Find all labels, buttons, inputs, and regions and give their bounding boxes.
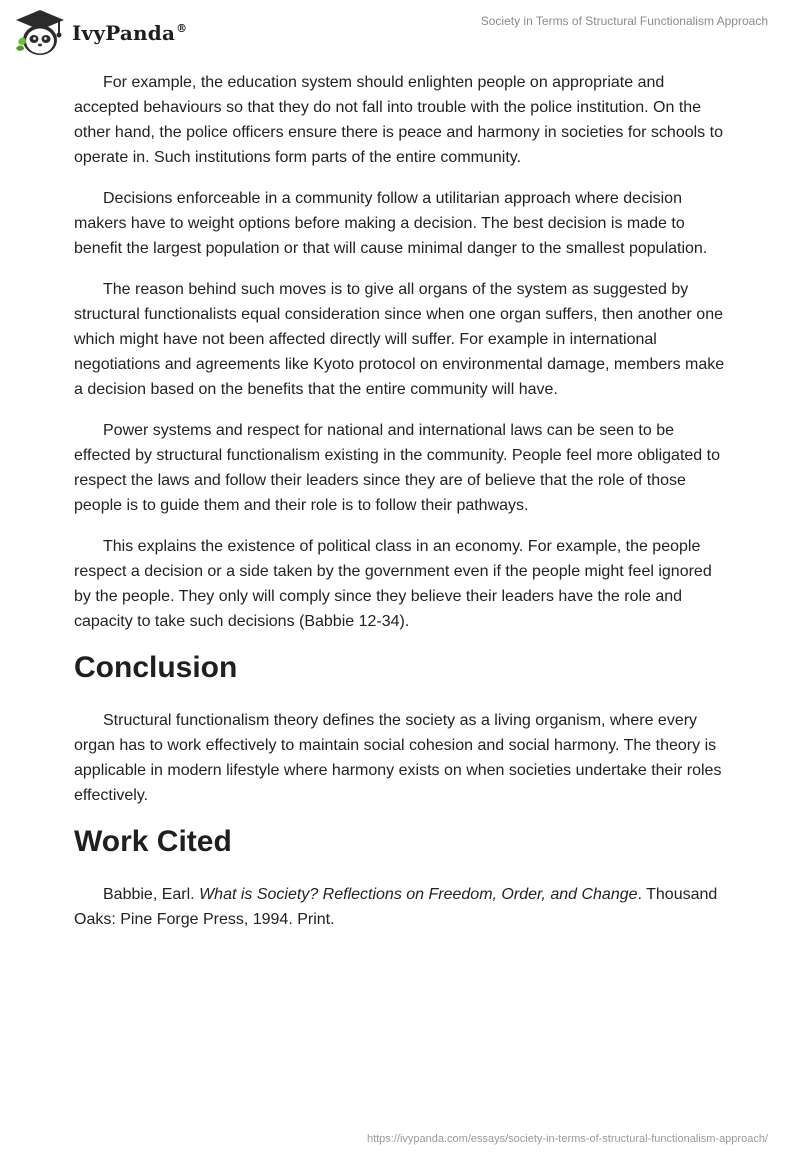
page-header — [0, 0, 800, 62]
ivypanda-logo[interactable] — [14, 8, 187, 58]
conclusion-heading: Conclusion — [74, 651, 238, 684]
essay-content — [74, 70, 726, 948]
body-paragraph-1: For example, the education system should enlighten people on appropriate and accepted behaviours so that they do not fall into trouble with the police institution. On the other hand, the police officers ensure there is peace and harmony in societies for schools to operate in. Such institutions form parts of the entire community. — [74, 74, 723, 166]
panda-graduation-cap-icon — [14, 8, 66, 58]
brand-name — [72, 21, 187, 45]
citation-publisher: . Thousand Oaks: Pine Forge Press, 1994. Print. — [74, 886, 718, 928]
body-paragraph-3: The reason behind such moves is to give all organs of the system as suggested by structural functionalists equal consideration since when one organ suffers, then another one which might have not been affected directly will suffer. For example in international negotiations and agreements like Kyoto protocol on environmental damage, members make a decision based on the benefits that the entire community will have. — [74, 281, 725, 398]
document-title: Society in Terms of Structural Functionalism Approach — [480, 14, 768, 28]
citation-author: Babbie, Earl. — [103, 886, 200, 903]
body-paragraph-4: Power systems and respect for national and international laws can be seen to be effected by structural functionalism existing in the community. People feel more obligated to respect the laws and follow their leaders since they are of believe that the role of those people is to guide them and their role is to follow their pathways. — [74, 422, 720, 514]
citation-entry — [74, 882, 726, 932]
registered-mark: ® — [176, 22, 188, 36]
body-paragraph-2: Decisions enforceable in a community follow a utilitarian approach where decision makers have to weight options before making a decision. The best decision is made to benefit the largest population or that will cause minimal danger to the smallest population. — [74, 190, 708, 257]
body-paragraph-5: This explains the existence of political class in an economy. For example, the people respect a decision or a side taken by the government even if the people might feel ignored by the people. They only will comply since they believe their leaders have the role and capacity to take such decisions (Babbie 12-34). — [74, 538, 712, 630]
citation-title: What is Society? Reflections on Freedom, Order, and Change — [199, 886, 638, 903]
conclusion-paragraph: Structural functionalism theory defines the society as a living organism, where every organ has to work effectively to maintain social cohesion and social harmony. The theory is applicable in modern lifestyle where harmony exists on when societies undertake their roles effectively. — [74, 712, 722, 804]
footer-source-url[interactable]: https://ivypanda.com/essays/society-in-terms-of-structural-functionalism-approach/ — [366, 1133, 768, 1145]
brand-name-text: IvyPanda — [72, 21, 176, 45]
work-cited-heading: Work Cited — [74, 825, 232, 858]
